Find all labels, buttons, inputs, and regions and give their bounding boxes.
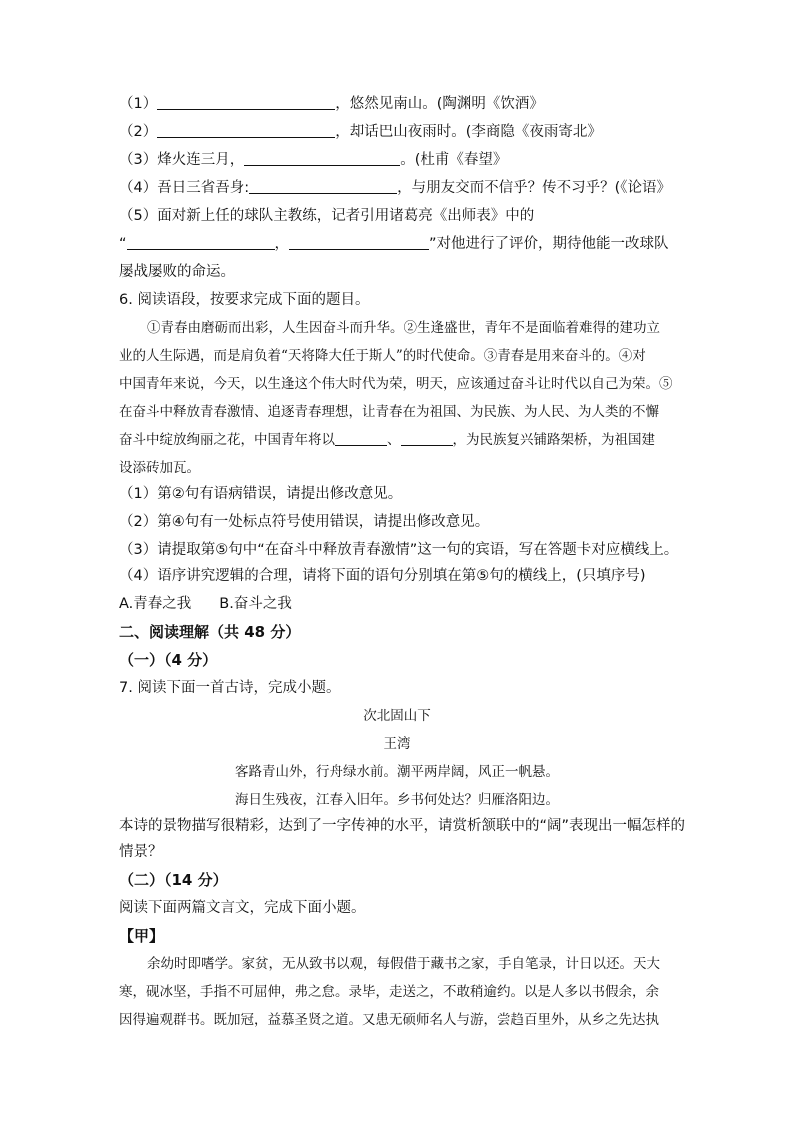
options-row (119, 594, 292, 614)
fill-line-6 (119, 234, 669, 254)
fill-line-2 (119, 122, 602, 142)
sub-section-heading: （一）（4 分） (119, 651, 218, 669)
sub-question-3: （3）请提取第⑤句中“在奋斗中释放青春激情”这一句的宾语，写在答题卡对应横线上。 (119, 542, 679, 558)
poem-author: 王湾 (383, 736, 411, 752)
section-heading: 二、阅读理解（共 48 分） (119, 623, 301, 641)
answer-blank (157, 123, 335, 138)
passage-line: 余幼时即嗜学。家贫，无从致书以观，每假借于藏书之家，手自笔录，计日以还。天大 (147, 956, 660, 972)
option-b: B.奋斗之我 (219, 596, 292, 612)
answer-blank (249, 179, 397, 194)
poem-title: 次北固山下 (363, 708, 431, 724)
answer-blank (127, 235, 275, 250)
option-a: A.青春之我 (119, 596, 192, 612)
line-text: ，与朋友交而不信乎？传不习乎？(《论语》 (397, 180, 672, 196)
passage-text: 奋斗中绽放绚丽之花，中国青年将以 (119, 432, 335, 448)
fill-line-1 (119, 94, 544, 114)
passage-line: 设添砖加瓦。 (119, 460, 200, 476)
sub-question-4: （4）语序讲究逻辑的合理，请将下面的语句分别填在第⑤句的横线上，(只填序号) (119, 568, 646, 584)
fill-line-7: 屡战屡败的命运。 (119, 264, 235, 280)
fill-line-3 (119, 150, 507, 170)
passage-text: ，为民族复兴铺路架桥，为祖国建 (452, 432, 655, 448)
passage-line (119, 430, 655, 450)
item-number: （1） (119, 96, 158, 112)
item-number: （2） (119, 124, 158, 140)
reading-intro: 阅读下面两篇文言文，完成下面小题。 (119, 900, 366, 916)
line-text: ，悠然见南山。(陶渊明《饮酒》 (335, 96, 544, 112)
fill-line-4 (119, 178, 671, 198)
passage-line: 在奋斗中释放青春激情、追逐青春理想，让青春在为祖国、为民族、为人民、为人类的不懈 (119, 404, 659, 420)
answer-blank (244, 151, 400, 166)
fill-line-5: （5）面对新上任的球队主教练，记者引用诸葛亮《出师表》中的 (119, 208, 535, 224)
question-text: 本诗的景物描写很精彩，达到了一字传神的水平，请赏析颔联中的“阔”表现出一幅怎样的 (119, 818, 686, 834)
poem-line: 客路青山外，行舟绿水前。潮平两岸阔，风正一帆悬。 (235, 764, 559, 780)
line-text: ，却话巴山夜雨时。(李商隐《夜雨寄北》 (335, 124, 602, 140)
passage-line: 中国青年来说，今天，以生逢这个伟大时代为荣，明天，应该通过奋斗让时代以自己为荣。⑤ (119, 376, 673, 392)
line-text: ”对他进行了评价，期待他能一改球队 (429, 236, 669, 252)
passage-line: 寒，砚冰坚，手指不可屈伸，弗之怠。录毕，走送之，不敢稍逾约。以是人多以书假余，余 (119, 984, 659, 1000)
question-6-title: 6. 阅读语段，按要求完成下面的题目。 (119, 292, 370, 308)
item-number: （4）吾日三省吾身: (119, 180, 250, 196)
answer-blank (335, 431, 387, 446)
open-quote: “ (119, 236, 127, 252)
sub-question-1: （1）第②句有语病错误，请提出修改意见。 (119, 486, 403, 502)
passage-line: 业的人生际遇，而是肩负着“天将降大任于斯人”的时代使命。③青春是用来奋斗的。④对 (119, 348, 646, 364)
passage-label: 【甲】 (119, 927, 165, 945)
question-text: 情景？ (119, 844, 163, 860)
sub-question-2: （2）第④句有一处标点符号使用错误，请提出修改意见。 (119, 514, 490, 530)
answer-blank (157, 95, 335, 110)
passage-text: 、 (387, 432, 401, 448)
answer-blank (401, 431, 453, 446)
answer-blank (289, 235, 429, 250)
passage-line: 因得遍观群书。既加冠，益慕圣贤之道。又患无硕师名人与游，尝趋百里外，从乡之先达执 (119, 1012, 659, 1028)
line-text: 。(杜甫《春望》 (400, 152, 508, 168)
sub-section-heading: （二）（14 分） (119, 871, 228, 889)
poem-line: 海日生残夜，江春入旧年。乡书何处达？归雁洛阳边。 (235, 792, 559, 808)
item-number: （3）烽火连三月， (119, 152, 245, 168)
question-7-title: 7. 阅读下面一首古诗，完成小题。 (119, 680, 341, 696)
comma: ， (274, 236, 290, 252)
passage-line: ①青春由磨砺而出彩，人生因奋斗而升华。②生逢盛世，青年不是面临着难得的建功立 (147, 320, 660, 336)
